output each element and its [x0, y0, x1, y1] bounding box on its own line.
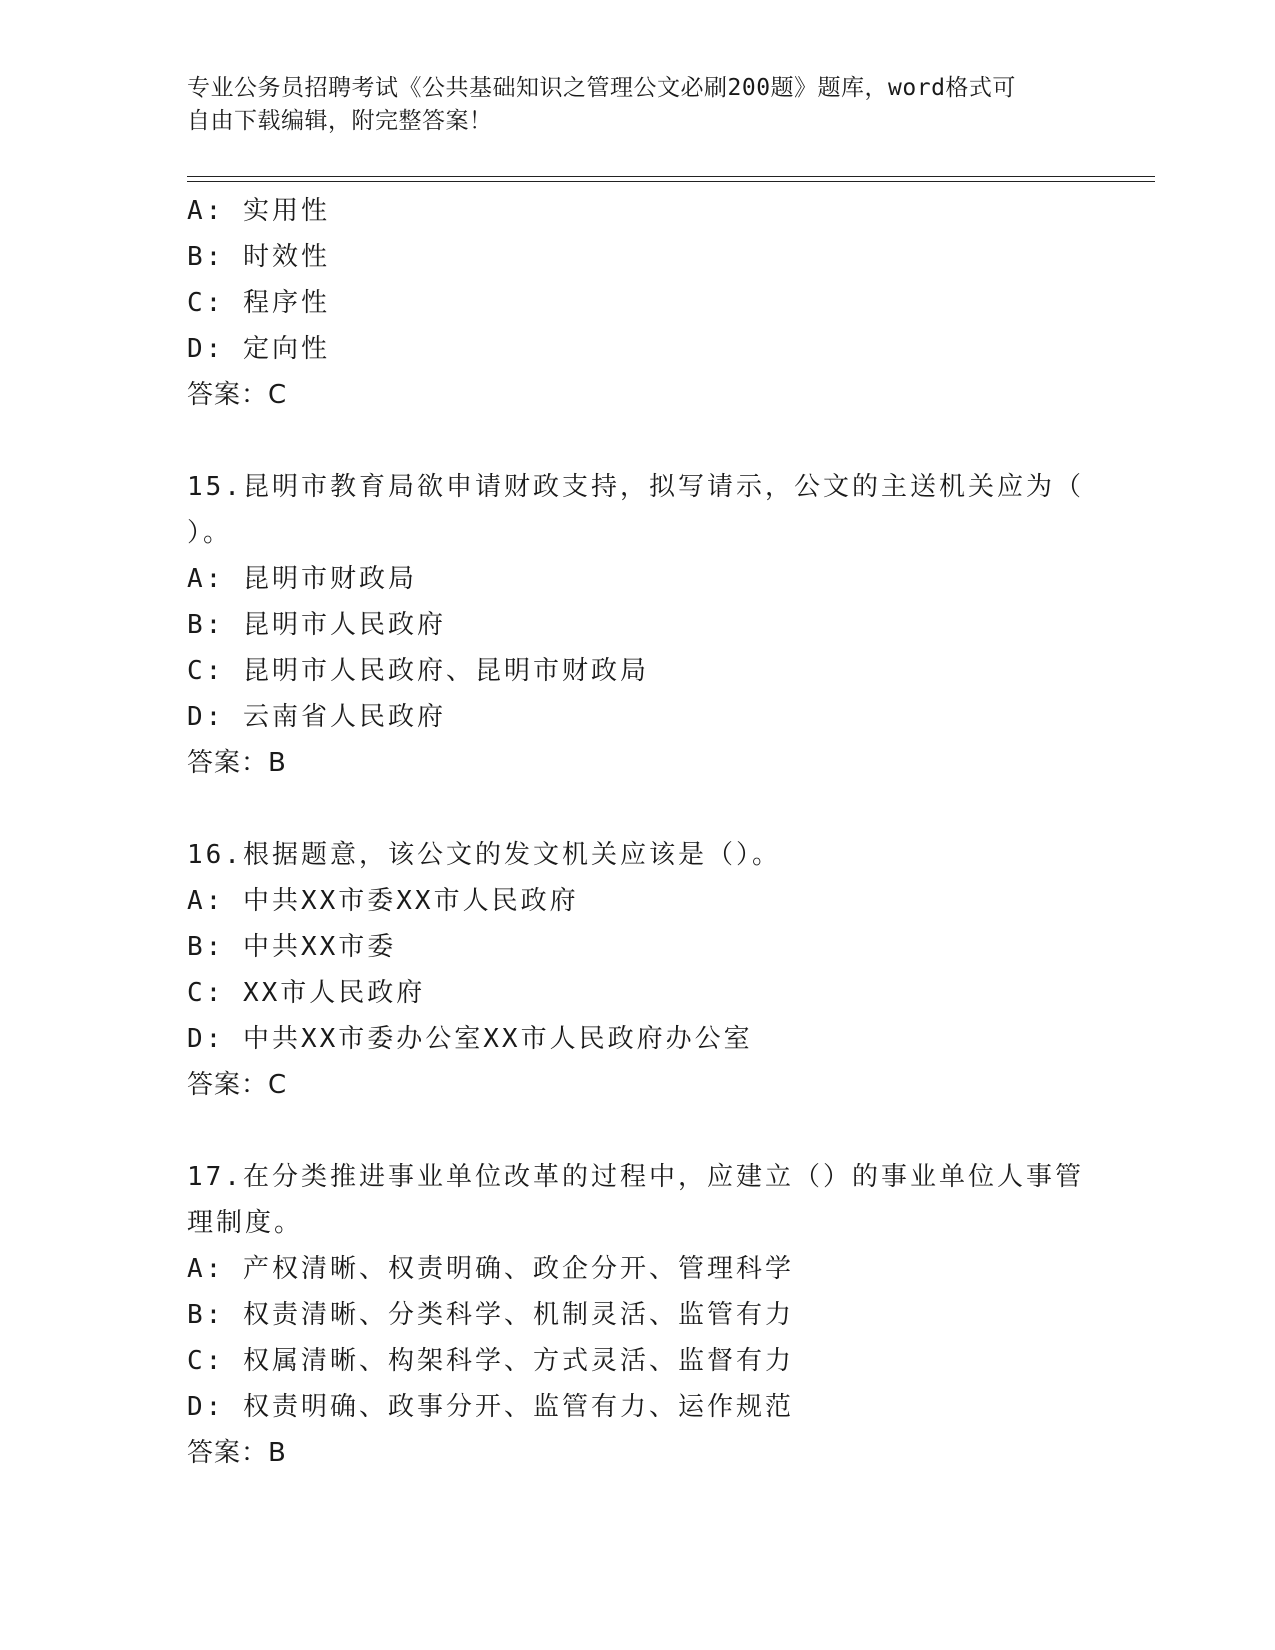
header-divider-bottom: [187, 181, 1155, 182]
option-d: D: 中共XX市委办公室XX市人民政府办公室: [187, 1024, 753, 1054]
answer-line: 答案：C: [187, 380, 288, 410]
option-a: A: 昆明市财政局: [187, 564, 417, 594]
spacer: [187, 418, 1087, 464]
question-text: 17.在分类推进事业单位改革的过程中，应建立（）的事业单位人事管: [187, 1162, 1084, 1192]
option-a: A: 实用性: [187, 196, 330, 226]
answer-line: 答案：B: [187, 748, 287, 778]
spacer: [187, 786, 1087, 832]
question-17: [187, 1154, 1087, 1476]
answer-line: 答案：B: [187, 1438, 287, 1468]
spacer: [187, 1108, 1087, 1154]
question-text: 16.根据题意，该公文的发文机关应该是（）。: [187, 840, 781, 870]
question-text-continued: 理制度。: [187, 1208, 304, 1238]
option-b: B: 昆明市人民政府: [187, 610, 446, 640]
option-c: C: 程序性: [187, 288, 330, 318]
header-divider-top: [187, 176, 1155, 177]
question-14: [187, 188, 1087, 418]
option-b: B: 权责清晰、分类科学、机制灵活、监管有力: [187, 1300, 794, 1330]
answer-line: 答案：C: [187, 1070, 288, 1100]
option-b: B: 时效性: [187, 242, 330, 272]
option-d: D: 云南省人民政府: [187, 702, 446, 732]
option-b: B: 中共XX市委: [187, 932, 397, 962]
question-list: [187, 188, 1087, 1476]
question-15: [187, 464, 1087, 786]
option-d: D: 定向性: [187, 334, 330, 364]
document-header: [187, 72, 1067, 138]
question-16: [187, 832, 1087, 1108]
option-c: C: 昆明市人民政府、昆明市财政局: [187, 656, 649, 686]
question-text: 15.昆明市教育局欲申请财政支持，拟写请示，公文的主送机关应为（: [187, 472, 1084, 502]
header-line-2: 自由下载编辑，附完整答案！: [187, 108, 493, 134]
header-line-1: 专业公务员招聘考试《公共基础知识之管理公文必刷200题》题库，word格式可: [187, 75, 1016, 101]
option-a: A: 中共XX市委XX市人民政府: [187, 886, 579, 916]
option-c: C: 权属清晰、构架科学、方式灵活、监督有力: [187, 1346, 794, 1376]
question-text-continued: ）。: [187, 518, 233, 548]
option-c: C: XX市人民政府: [187, 978, 426, 1008]
option-d: D: 权责明确、政事分开、监管有力、运作规范: [187, 1392, 794, 1422]
option-a: A: 产权清晰、权责明确、政企分开、管理科学: [187, 1254, 794, 1284]
